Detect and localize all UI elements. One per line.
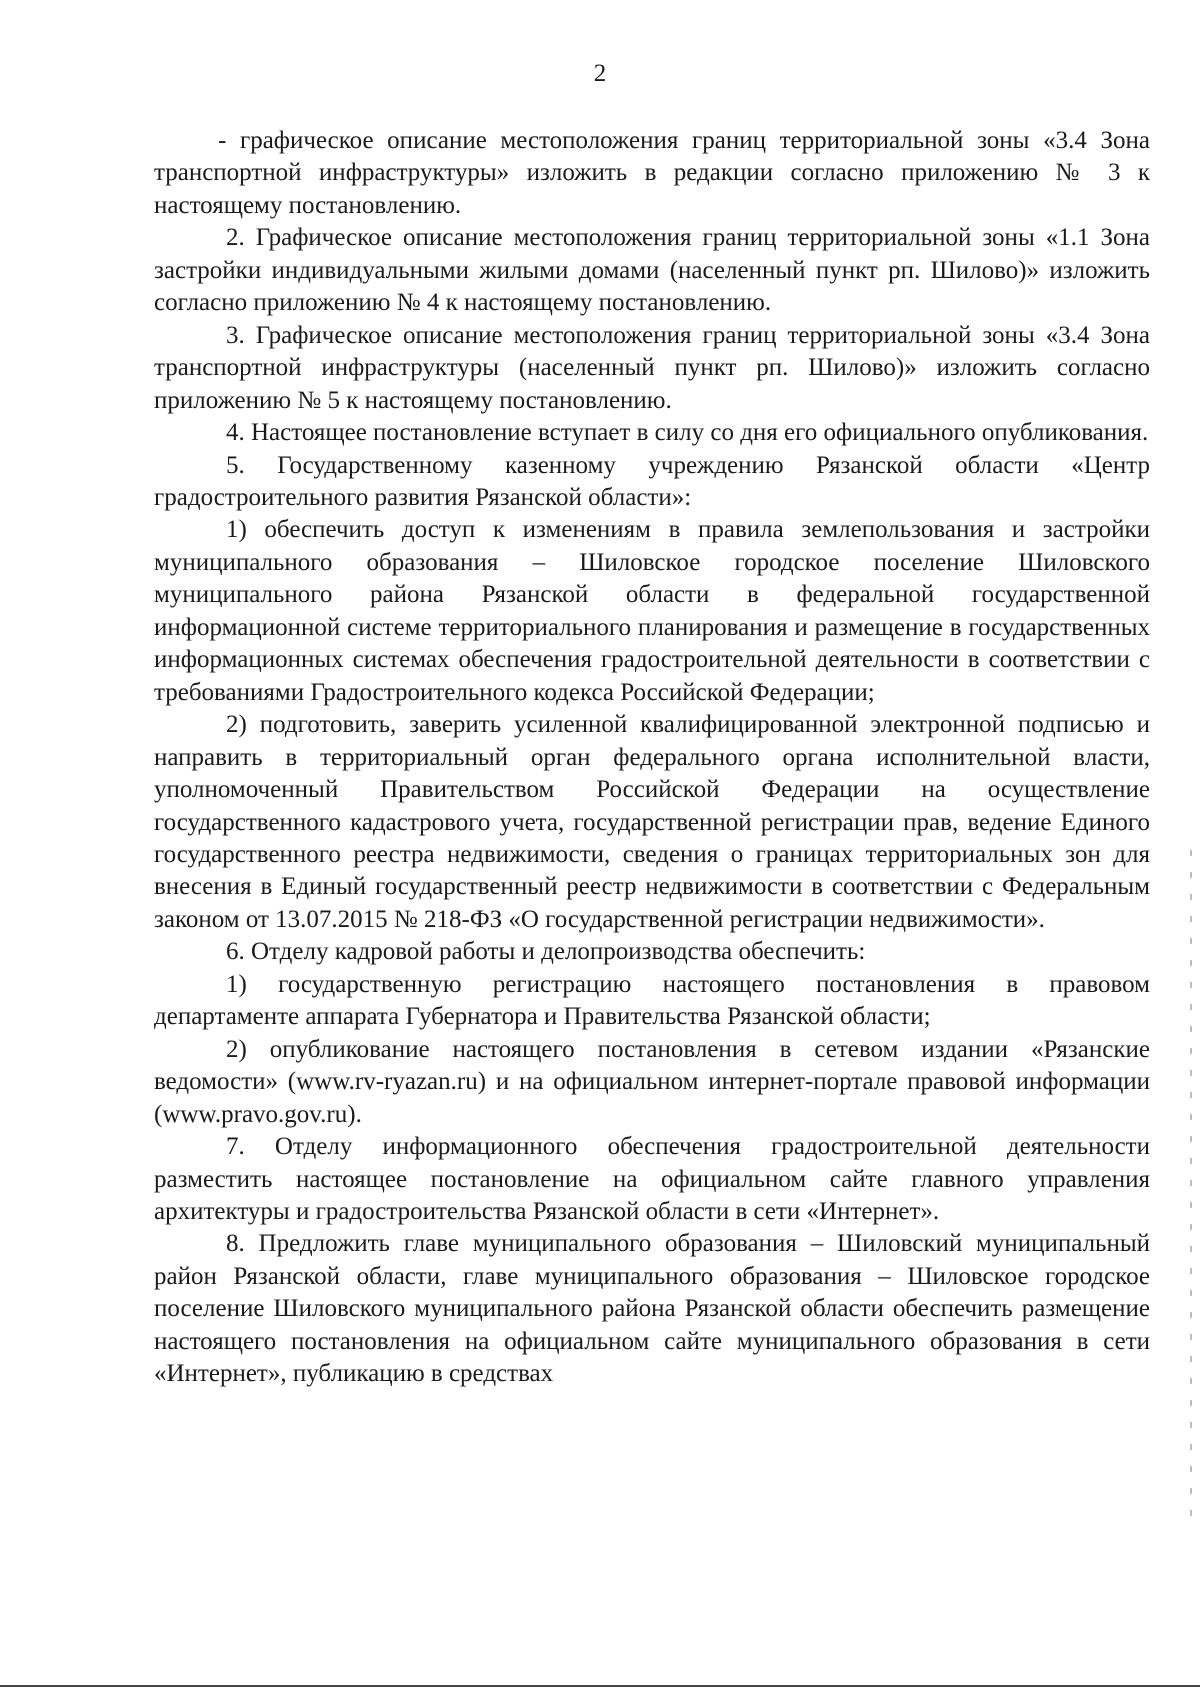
paragraph-item-2: 2. Графическое описание местоположения границ территориальной зоны «1.1 Зона застройки индивидуальными жилыми домами (населенный пункт рп. Шилово)» изложить согласно приложению № 4 к настоящему постановлению. [154,224,1150,317]
paragraph-item-4: 4. Настоящее постановление вступает в силу со дня его официального опубликования. [226,419,1149,447]
paragraph-item-6: 6. Отделу кадровой работы и делопроизводства обеспечить: [226,938,866,966]
paragraph-item-7: 7. Отделу информационного обеспечения градостроительной деятельности разместить настоящее постановление на официальном сайте главного управления архитектуры и градостроительства Рязанской области в сети «Интернет». [154,1133,1150,1225]
scan-bottom-edge [0,1685,1200,1687]
document-body [154,125,1150,1391]
paragraph-item-5-1: 1) обеспечить доступ к изменениям в правила землепользования и застройки муниципального образования – Шиловское городское поселение Шиловского муниципального района Рязанской области в федеральной государственной информационной системе территориального планирования и размещение в государственных информационных системах обеспечения градостроительной деятельности в соответствии с требованиями Градостроительного кодекса Российской Федерации; [154,516,1150,706]
paragraph-item-3: 3. Графическое описание местоположения границ территориальной зоны «3.4 Зона транспортной инфраструктуры (населенный пункт рп. Шилово)» изложить согласно приложению № 5 к настоящему постановлению. [154,321,1150,414]
paragraph-item-6-2: 2) опубликование настоящего постановления в сетевом издании «Рязанские ведомости» (www.rv-ryazan.ru) и на официальном интернет-портале правовой информации (www.pravo.gov.ru). [154,1035,1150,1128]
paragraph-item-6-1: 1) государственную регистрацию настоящего постановления в правовом департаменте аппарата Губернатора и Правительства Рязанской области; [154,970,1150,1031]
paragraph-item-5: 5. Государственному казенному учреждению Рязанской области «Центр градостроительного развития Рязанской области»: [154,451,1150,511]
scan-edge-mark [1190,850,1192,1530]
paragraph-item-5-2: 2) подготовить, заверить усиленной квалифицированной электронной подписью и направить в территориальный орган федерального органа исполнительной власти, уполномоченный Правительством Российской Федерации на осуществление государственного кадастрового учета, государственной регистрации прав, ведение Единого государственного реестра недвижимости, сведения о границах территориальных зон для внесения в Единый государственный реестр недвижимости в соответствии с Федеральным законом от 13.07.2015 № 218-ФЗ «О государственной регистрации недвижимости». [154,711,1150,933]
paragraph-item-8: 8. Предложить главе муниципального образования – Шиловский муниципальный район Рязанской области, главе муниципального образования – Шиловское городское поселение Шиловского муниципального района Рязанской области обеспечить размещение настоящего постановления на официальном сайте муниципального образования в сети «Интернет», публикацию в средствах [154,1230,1150,1388]
paragraph-dash-item: - графическое описание местоположения границ территориальной зоны «3.4 Зона транспортной инфраструктуры» изложить в редакции согласно приложению № 3 к настоящему постановлению. [154,127,1150,219]
page-number: 2 [593,60,607,87]
